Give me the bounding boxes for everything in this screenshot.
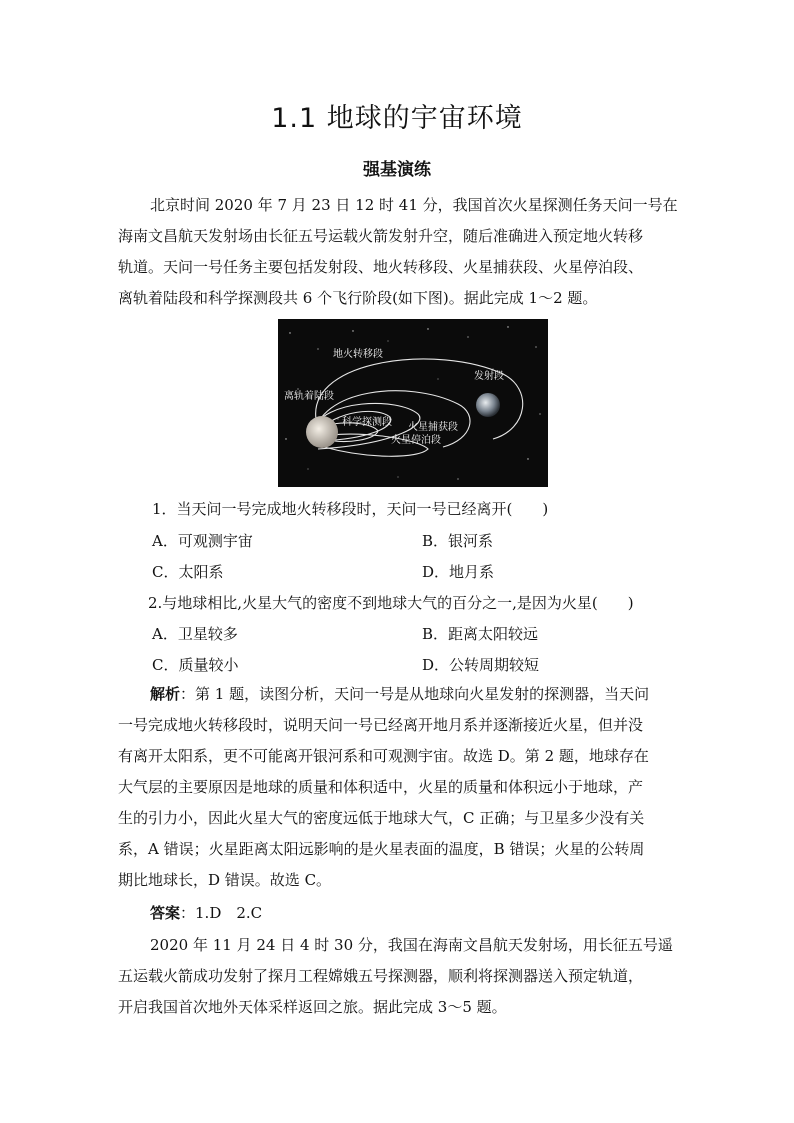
analysis-line: 一号完成地火转移段时，说明天问一号已经离开地月系并逐渐接近火星，但并没 — [118, 716, 644, 734]
text-line: 离轨着陆段和科学探测段共 6 个飞行阶段(如下图)。据此完成 1～2 题。 — [118, 289, 598, 307]
analysis-line: 期比地球长，D 错误。故选 C。 — [118, 871, 332, 889]
page-title: 1.1 地球的宇宙环境 — [271, 103, 523, 134]
text-line: 轨道。天问一号任务主要包括发射段、地火转移段、火星捕获段、火星停泊段、 — [118, 258, 644, 276]
label-capture: 火星捕获段 — [408, 422, 458, 433]
question-1-option-b: B．银河系 — [422, 532, 494, 550]
text-line: 五运载火箭成功发射了探月工程嫦娥五号探测器，顺利将探测器送入预定轨道， — [118, 967, 644, 985]
question-1-option-c: C．太阳系 — [152, 563, 224, 581]
question-1-stem: 1．当天问一号完成地火转移段时，天问一号已经离开( ) — [152, 500, 549, 518]
analysis-label: 解析 — [150, 685, 181, 703]
earth-planet — [476, 393, 500, 417]
question-1-option-a: A．可观测宇宙 — [152, 532, 253, 550]
question-2-option-a: A．卫星较多 — [152, 625, 238, 643]
question-2-option-b: B．距离太阳较远 — [422, 625, 539, 643]
text-line: 海南文昌航天发射场由长征五号运载火箭发射升空，随后准确进入预定地火转移 — [118, 227, 644, 245]
label-science: 科学探测段 — [342, 417, 392, 428]
question-1-option-d: D．地月系 — [422, 563, 495, 581]
analysis-line: 生的引力小，因此火星大气的密度远低于地球大气，C 正确；与卫星多少没有关 — [118, 809, 645, 827]
question-2-stem: 2.与地球相比,火星大气的密度不到地球大气的百分之一,是因为火星( ) — [148, 594, 634, 612]
section-title: 强基演练 — [363, 160, 431, 180]
text-line: 2020 年 11 月 24 日 4 时 30 分，我国在海南文昌航天发射场，用长征五号遥 — [150, 936, 673, 954]
text-line — [118, 679, 678, 710]
answer-line — [150, 902, 262, 923]
question-2-option-d: D．公转周期较短 — [422, 656, 540, 674]
label-launch: 发射段 — [474, 371, 504, 382]
answer-label: 答案 — [150, 904, 181, 922]
star-field — [285, 326, 540, 479]
text-line: 北京时间 2020 年 7 月 23 日 12 时 41 分，我国首次火星探测任务天问一号在 — [150, 196, 678, 214]
analysis-line: 系，A 错误；火星距离太阳远影响的是火星表面的温度，B 错误；火星的公转周 — [118, 840, 645, 858]
analysis-line: 大气层的主要原因是地球的质量和体积适中，火星的质量和体积远小于地球，产 — [118, 778, 644, 796]
label-deorbit: 离轨着陆段 — [284, 391, 334, 402]
analysis-paragraph — [118, 679, 678, 896]
question-2-option-c: C．质量较小 — [152, 656, 239, 674]
orbit-diagram — [278, 319, 548, 487]
label-transfer: 地火转移段 — [333, 349, 383, 360]
intro-paragraph-1 — [118, 190, 678, 314]
analysis-line: ：第 1 题，读图分析，天问一号是从地球向火星发射的探测器，当天问 — [180, 685, 650, 703]
text-line: 开启我国首次地外天体采样返回之旅。据此完成 3～5 题。 — [118, 998, 507, 1016]
label-parking: 火星停泊段 — [391, 435, 441, 446]
intro-paragraph-2 — [118, 930, 678, 1023]
analysis-line: 有离开太阳系，更不可能离开银河系和可观测宇宙。故选 D。第 2 题，地球存在 — [118, 747, 649, 765]
mars-planet — [306, 416, 338, 448]
answer-value: ：1.D 2.C — [180, 904, 263, 922]
mission-orbit-figure — [278, 319, 548, 487]
